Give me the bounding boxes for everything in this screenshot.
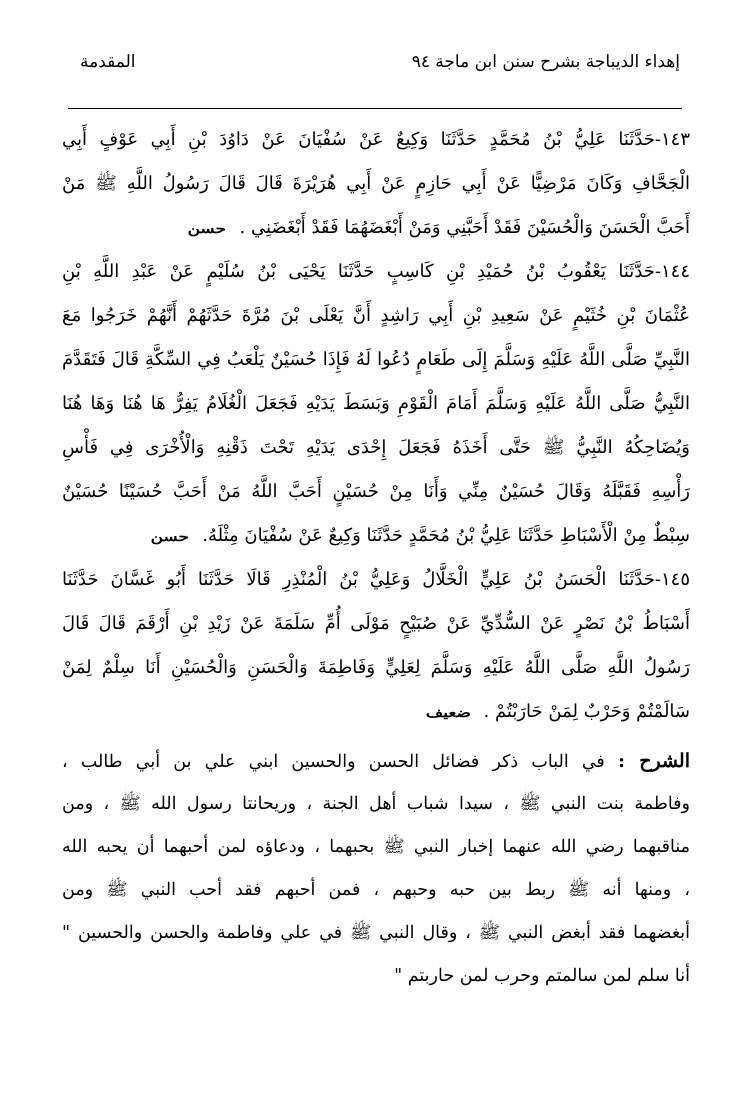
hadith-line: النَّبِيِّ صَلَّى اللَّهُ عَلَيْهِ وَسَلَّمَ إِلَى طَعَامٍ دُعُوا لَهُ فَإِذَا حُسَيْنٌ يَلْعَبُ فِي السِّكَّةِ قَالَ فَتَقَدَّمَ: [62, 349, 690, 370]
hadith-144: [62, 250, 690, 558]
header-rule: [68, 108, 682, 109]
hadith-line: أَسْبَاطُ بْنُ نَصْرٍ عَنْ السُّدِّيِّ عَنْ صُبَيْحٍ مَوْلَى أُمِّ سَلَمَةَ عَنْ زَيْدِ بْنِ أَرْقَمَ قَالَ قَالَ: [62, 613, 690, 634]
sharh-line: ، ومنها أنه ﷺ ربط بين حبه وحبهم ، فمن أحبهم فقد أحب النبي ﷺ ومن: [62, 880, 690, 900]
hadith-145: [62, 558, 690, 734]
sharh-line: وفاطمة بنت النبي ﷺ ، سيدا شباب أهل الجنة ، وريحانتا رسول الله ﷺ ، ومن: [62, 794, 690, 814]
sharh-commentary: [62, 740, 690, 998]
sharh-text: في الباب ذكر فضائل الحسن والحسين ابني علي بن أبي طالب ،: [62, 752, 605, 772]
hadith-text: سَالَمْتُمْ وَحَرْبٌ لِمَنْ حَارَبْتُمْ .: [483, 701, 690, 722]
hadith-line: ١٤٤-حَدَّثَنَا يَعْقُوبُ بْنُ حُمَيْدِ بْنِ كَاسِبٍ حَدَّثَنَا يَحْيَى بْنُ سُلَيْمٍ عَنْ عَبْدِ اللَّهِ بْنِ: [62, 261, 690, 282]
hadith-line: ١٤٣-حَدَّثَنَا عَلِيُّ بْنُ مُحَمَّدٍ حَدَّثَنَا وَكِيعٌ عَنْ سُفْيَانَ عَنْ دَاوُدَ بْنِ أَبِي عَوْفٍ أَبِي: [62, 129, 690, 150]
sharh-line: [62, 740, 690, 783]
hadith-text: سِبْطٌ مِنْ الْأَسْبَاطِ حَدَّثَنَا عَلِيُّ بْنُ مُحَمَّدٍ حَدَّثَنَا وَكِيعٌ عَنْ سُفْيَانَ مِثْلَهُ.: [202, 525, 690, 546]
hadith-line: عُثْمَانَ بْنِ خُثَيْمٍ عَنْ سَعِيدِ بْنِ أَبِي رَاشِدٍ أَنَّ يَعْلَى بْنَ مُرَّةَ حَدَّثَهُمْ أَنَّهُمْ خَرَجُوا مَعَ: [62, 305, 690, 326]
hadith-grade: حسن: [150, 530, 189, 545]
sharh-label: الشرح :: [617, 750, 690, 772]
hadith-line: وَيُضَاحِكُهُ النَّبِيُّ ﷺ حَتَّى أَخَذَهُ فَجَعَلَ إِحْدَى يَدَيْهِ تَحْتَ ذَقْنِهِ وَالْأُخْرَى فِي فَأْسِ: [62, 437, 690, 458]
hadith-line: رَأْسِهِ فَقَبَّلَهُ وَقَالَ حُسَيْنٌ مِنِّي وَأَنَا مِنْ حُسَيْنٍ أَحَبَّ اللَّهُ مَنْ أَحَبَّ حُسَيْنًا حُسَيْنٌ: [62, 481, 690, 502]
hadith-grade: حسن: [187, 222, 226, 237]
hadith-line: الْجَحَّافِ وَكَانَ مَرْضِيًّا عَنْ أَبِي حَازِمٍ عَنْ أَبِي هُرَيْرَةَ قَالَ قَالَ رَسُولُ اللَّهِ ﷺ مَنْ: [62, 173, 690, 194]
sharh-line: أنا سلم لمن سالمتم وحرب لمن حاربتم ": [394, 966, 690, 986]
hadith-line: ١٤٥-حَدَّثَنَا الْحَسَنُ بْنُ عَلِيٍّ الْخَلَّالُ وَعَلِيُّ بْنُ الْمُنْذِرِ قَالَا حَدَّثَنَا أَبُو غَسَّانَ حَدَّثَنَا: [62, 569, 690, 590]
hadith-line: [62, 206, 690, 250]
page-body: [62, 118, 690, 998]
book-title: إهداء الديباجة بشرح سنن ابن ماجة: [435, 52, 680, 72]
hadith-grade: ضعيف: [425, 706, 471, 721]
hadith-text: أَحَبَّ الْحَسَنَ وَالْحُسَيْنَ فَقَدْ أَحَبَّنِي وَمَنْ أَبْغَضَهُمَا فَقَدْ أَبْغَضَنِي .: [239, 217, 690, 238]
page-header: [80, 52, 680, 86]
sharh-line: مناقبهما رضي الله عنهما إخبار النبي ﷺ بحبهما ، ودعاؤه لمن أحبهما أن يحبه الله: [62, 837, 690, 857]
hadith-line: رَسُولُ اللَّهِ صَلَّى اللَّهُ عَلَيْهِ وَسَلَّمَ لِعَلِيٍّ وَفَاطِمَةَ وَالْحَسَنِ وَالْحُسَيْنِ أَنَا سِلْمٌ لِمَنْ: [62, 657, 690, 678]
hadith-143: [62, 118, 690, 250]
hadith-line: [62, 690, 690, 734]
sharh-line: أبغضهما فقد أبغض النبي ﷺ ، وقال النبي ﷺ في علي وفاطمة والحسن والحسين ": [62, 923, 690, 943]
hadith-line: [62, 514, 690, 558]
section-title: المقدمة: [80, 52, 136, 72]
page-number: ٩٤: [411, 52, 430, 72]
hadith-line: النَّبِيُّ صَلَّى اللَّهُ عَلَيْهِ وَسَلَّمَ أَمَامَ الْقَوْمِ وَبَسَطَ يَدَيْهِ فَجَعَلَ الْغُلَامُ يَفِرُّ هَا هُنَا وَهَا هُنَا: [62, 393, 690, 414]
